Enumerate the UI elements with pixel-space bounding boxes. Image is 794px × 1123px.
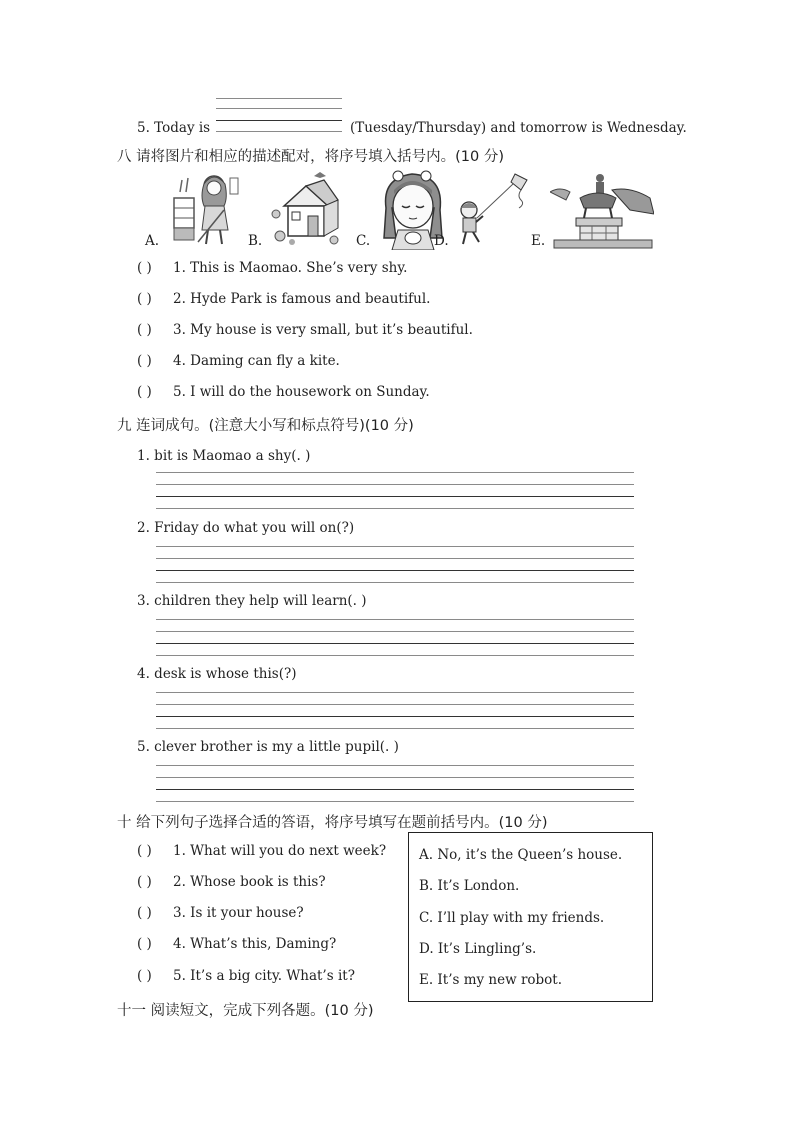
answer-options-box (408, 832, 653, 1002)
answer-bracket[interactable]: ( ) (137, 905, 152, 921)
image-label-a: A. (145, 233, 160, 249)
house-picture (270, 170, 342, 248)
answer-bracket[interactable]: ( ) (137, 384, 152, 400)
option-a: A. No, it’s the Queen’s house. (419, 847, 623, 863)
answer-bracket[interactable]: ( ) (137, 291, 152, 307)
writing-lines[interactable] (156, 692, 634, 728)
writing-lines[interactable] (156, 619, 634, 655)
word-order-prompt: 4. desk is whose this(?) (137, 666, 297, 682)
girl-housework-picture (168, 170, 240, 248)
answer-bracket[interactable]: ( ) (137, 968, 152, 984)
question-text: 3. Is it your house? (173, 905, 304, 921)
word-order-prompt: 5. clever brother is my a little pupil(. ) (137, 739, 399, 755)
q5-suffix: (Tuesday/Thursday) and tomorrow is Wednesday. (350, 120, 687, 136)
option-d: D. It’s Lingling’s. (419, 941, 537, 957)
writing-lines[interactable] (156, 472, 634, 508)
answer-bracket[interactable]: ( ) (137, 353, 152, 369)
match-sentence: 4. Daming can fly a kite. (173, 353, 340, 369)
answer-bracket[interactable]: ( ) (137, 260, 152, 276)
match-sentence: 1. This is Maomao. She’s very shy. (173, 260, 408, 276)
image-label-e: E. (531, 233, 546, 249)
match-sentence: 2. Hyde Park is famous and beautiful. (173, 291, 431, 307)
section-9-title: 九 连词成句。(注意大小写和标点符号)(10 分) (117, 418, 414, 434)
answer-bracket[interactable]: ( ) (137, 322, 152, 338)
q5-prefix: 5. Today is (137, 120, 211, 136)
image-label-c: C. (356, 233, 371, 249)
answer-bracket[interactable]: ( ) (137, 843, 152, 859)
question-text: 5. It’s a big city. What’s it? (173, 968, 355, 984)
answer-bracket[interactable]: ( ) (137, 936, 152, 952)
monument-picture (550, 170, 654, 250)
writing-lines[interactable] (156, 546, 634, 582)
writing-lines[interactable] (156, 765, 634, 801)
option-c: C. I’ll play with my friends. (419, 910, 605, 926)
section-10-title: 十 给下列句子选择合适的答语，将序号填写在题前括号内。(10 分) (117, 815, 548, 831)
question-text: 4. What’s this, Daming? (173, 936, 337, 952)
match-sentence: 3. My house is very small, but it’s beautiful. (173, 322, 473, 338)
word-order-prompt: 1. bit is Maomao a shy(. ) (137, 448, 311, 464)
option-e: E. It’s my new robot. (419, 972, 563, 988)
question-text: 1. What will you do next week? (173, 843, 387, 859)
boy-kite-picture (455, 170, 533, 248)
option-b: B. It’s London. (419, 878, 520, 894)
image-label-d: D. (434, 233, 449, 249)
answer-bracket[interactable]: ( ) (137, 874, 152, 890)
image-label-b: B. (248, 233, 263, 249)
word-order-prompt: 3. children they help will learn(. ) (137, 593, 367, 609)
question-text: 2. Whose book is this? (173, 874, 326, 890)
match-sentence: 5. I will do the housework on Sunday. (173, 384, 430, 400)
word-order-prompt: 2. Friday do what you will on(?) (137, 520, 355, 536)
section-11-title: 十一 阅读短文，完成下列各题。(10 分) (117, 1003, 374, 1019)
section-8-title: 八 请将图片和相应的描述配对，将序号填入括号内。(10 分) (117, 149, 504, 165)
